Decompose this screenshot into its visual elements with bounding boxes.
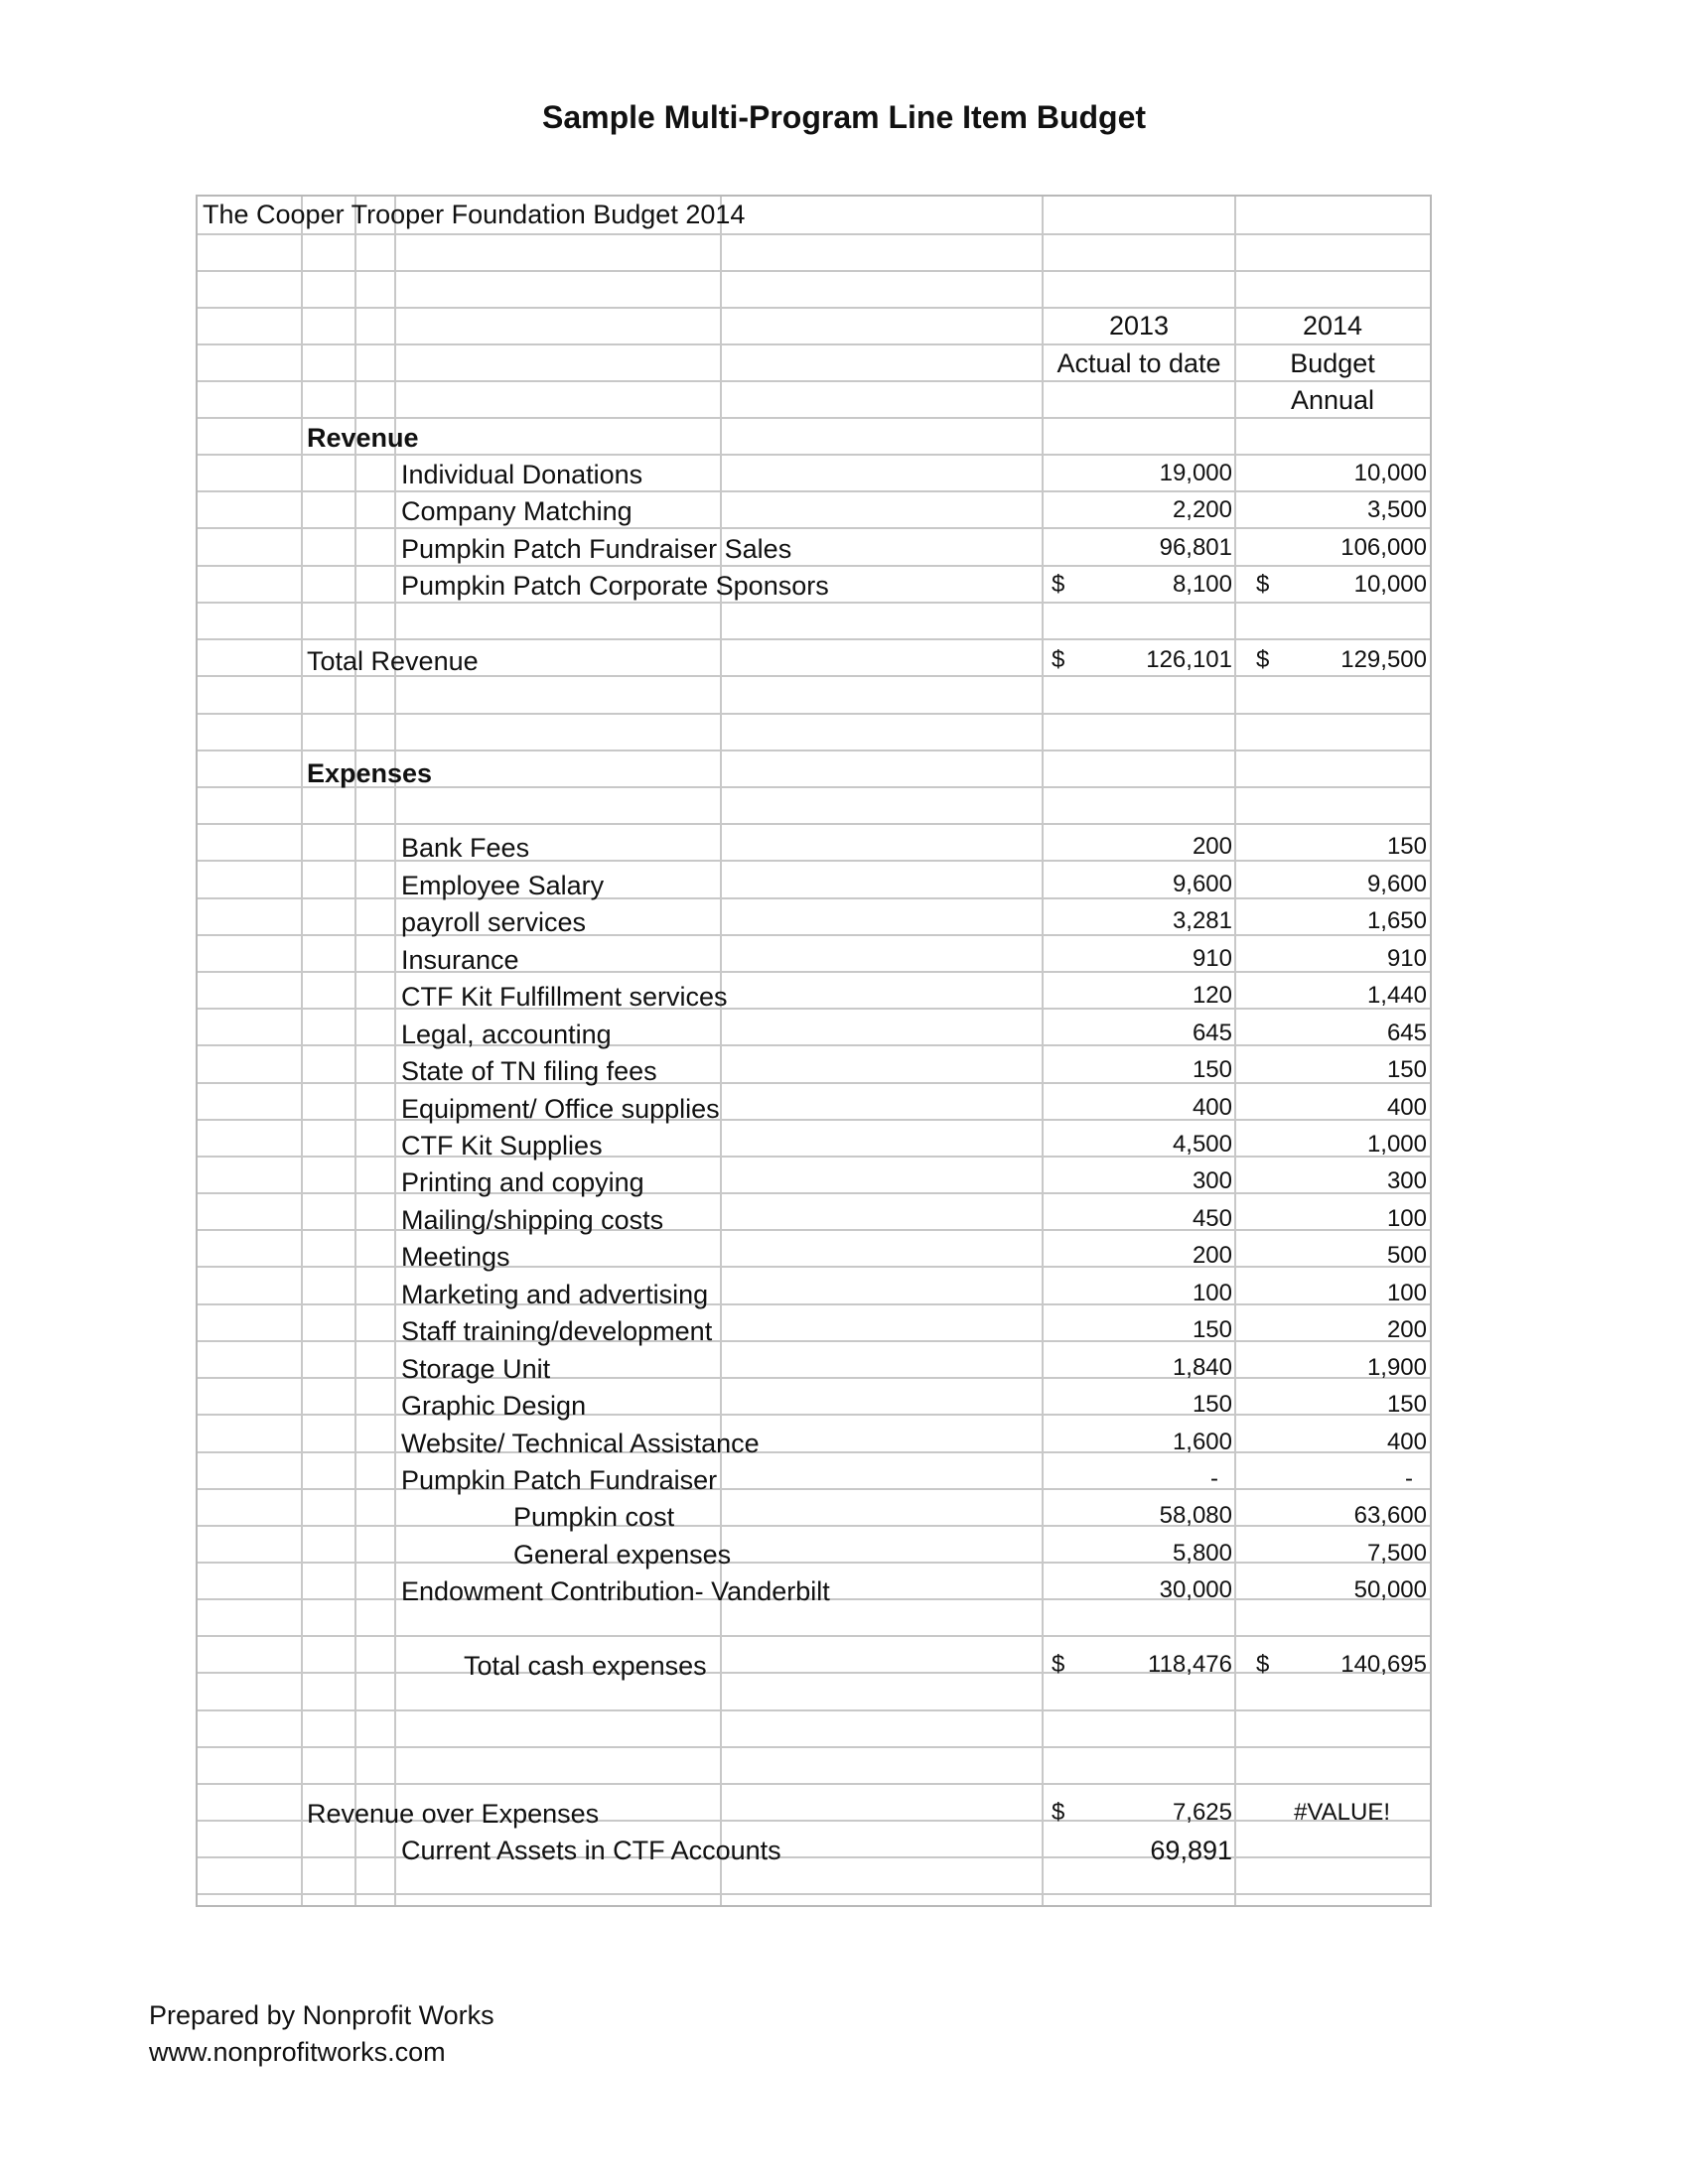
revenue-budget: 106,000 — [1340, 534, 1427, 561]
expense-actual: 1,840 — [1172, 1354, 1232, 1381]
expense-label: Equipment/ Office supplies — [401, 1094, 720, 1124]
expense-budget: 1,900 — [1366, 1354, 1427, 1381]
expense-budget: 1,440 — [1366, 982, 1427, 1009]
expense-budget: 63,600 — [1353, 1502, 1427, 1529]
expense-label: Legal, accounting — [401, 1020, 612, 1049]
expense-actual: 300 — [1192, 1167, 1232, 1194]
expense-actual: 100 — [1192, 1280, 1232, 1306]
revenue-actual: 19,000 — [1159, 460, 1232, 486]
expense-actual: 200 — [1192, 1242, 1232, 1269]
budget-spreadsheet — [196, 195, 1432, 1907]
revenue-label: Individual Donations — [401, 460, 643, 489]
expense-actual: 120 — [1192, 982, 1232, 1009]
expense-actual: 150 — [1192, 1316, 1232, 1343]
expense-actual: 200 — [1192, 833, 1232, 860]
expense-actual: 910 — [1192, 945, 1232, 972]
expense-budget: 645 — [1386, 1020, 1427, 1046]
expense-budget: 1,000 — [1366, 1131, 1427, 1158]
expense-label: Pumpkin cost — [513, 1502, 675, 1532]
total-expenses-actual: 118,476 — [1148, 1651, 1232, 1678]
expense-budget: 150 — [1386, 1391, 1427, 1418]
revenue-budget: 10,000 — [1353, 460, 1427, 486]
expense-budget: 400 — [1386, 1094, 1427, 1121]
revenue-actual: 2,200 — [1172, 496, 1232, 523]
revenue-budget: 3,500 — [1366, 496, 1427, 523]
expense-actual: 4,500 — [1172, 1131, 1232, 1158]
expense-budget: 300 — [1386, 1167, 1427, 1194]
expense-budget: 200 — [1386, 1316, 1427, 1343]
expense-actual: 150 — [1192, 1391, 1232, 1418]
sheet-title: The Cooper Trooper Foundation Budget 2014 — [203, 200, 746, 229]
expense-actual: 1,600 — [1172, 1429, 1232, 1455]
net-budget-error: #VALUE! — [1294, 1799, 1390, 1826]
revenue-heading: Revenue — [307, 423, 419, 453]
expense-actual: - — [1210, 1465, 1218, 1492]
col-2013-year: 2013 — [1108, 311, 1170, 341]
expense-budget: 100 — [1386, 1205, 1427, 1232]
expense-budget: - — [1405, 1465, 1413, 1492]
col-2013-subtitle: Actual to date — [1056, 348, 1221, 378]
col-2014-subtitle: Budget — [1290, 348, 1375, 378]
expense-label: Marketing and advertising — [401, 1280, 709, 1309]
expense-label: Pumpkin Patch Fundraiser — [401, 1465, 718, 1495]
expenses-heading: Expenses — [307, 758, 433, 788]
expense-label: General expenses — [513, 1540, 732, 1570]
expense-label: Printing and copying — [401, 1167, 644, 1197]
revenue-budget: 10,000 — [1353, 571, 1427, 598]
expense-actual: 58,080 — [1159, 1502, 1232, 1529]
expense-budget: 400 — [1386, 1429, 1427, 1455]
revenue-label: Company Matching — [401, 496, 633, 526]
expense-label: Meetings — [401, 1242, 510, 1272]
document-title: Sample Multi-Program Line Item Budget — [541, 99, 1147, 135]
expense-budget: 7,500 — [1366, 1540, 1427, 1567]
expense-budget: 1,650 — [1366, 907, 1427, 934]
total-expenses-label: Total cash expenses — [464, 1651, 707, 1681]
expense-label: Website/ Technical Assistance — [401, 1429, 760, 1458]
footer — [149, 1997, 494, 2071]
expense-actual: 9,600 — [1172, 871, 1232, 897]
col-2014-year: 2014 — [1302, 311, 1363, 341]
total-revenue-label: Total Revenue — [307, 646, 479, 676]
assets-label: Current Assets in CTF Accounts — [401, 1836, 781, 1865]
total-revenue-actual: 126,101 — [1146, 646, 1232, 673]
currency-symbol: $ — [1052, 1651, 1065, 1678]
expense-label: CTF Kit Supplies — [401, 1131, 603, 1160]
total-revenue-budget: 129,500 — [1340, 646, 1427, 673]
expense-budget: 9,600 — [1366, 871, 1427, 897]
expense-actual: 3,281 — [1172, 907, 1232, 934]
expense-label: Endowment Contribution- Vanderbilt — [401, 1576, 830, 1606]
expense-actual: 400 — [1192, 1094, 1232, 1121]
expense-actual: 150 — [1192, 1056, 1232, 1083]
currency-symbol: $ — [1256, 1651, 1270, 1678]
footer-prepared-by: Prepared by Nonprofit Works — [149, 2000, 494, 2030]
expense-label: Staff training/development — [401, 1316, 713, 1346]
expense-actual: 30,000 — [1159, 1576, 1232, 1603]
expense-label: Storage Unit — [401, 1354, 551, 1384]
revenue-label: Pumpkin Patch Fundraiser Sales — [401, 534, 792, 564]
total-expenses-budget: 140,695 — [1340, 1651, 1427, 1678]
expense-budget: 500 — [1386, 1242, 1427, 1269]
currency-symbol: $ — [1052, 646, 1065, 673]
expense-label: State of TN filing fees — [401, 1056, 657, 1086]
expense-budget: 50,000 — [1353, 1576, 1427, 1603]
expense-actual: 645 — [1192, 1020, 1232, 1046]
revenue-actual: 8,100 — [1172, 571, 1232, 598]
assets-actual: 69,891 — [1150, 1836, 1232, 1865]
expense-label: CTF Kit Fulfillment services — [401, 982, 728, 1012]
expense-budget: 100 — [1386, 1280, 1427, 1306]
expense-budget: 150 — [1386, 1056, 1427, 1083]
expense-label: Insurance — [401, 945, 519, 975]
net-label: Revenue over Expenses — [307, 1799, 600, 1829]
currency-symbol: $ — [1052, 571, 1065, 598]
currency-symbol: $ — [1052, 1799, 1065, 1826]
expense-label: Mailing/shipping costs — [401, 1205, 664, 1235]
revenue-actual: 96,801 — [1159, 534, 1232, 561]
currency-symbol: $ — [1256, 571, 1270, 598]
expense-label: Graphic Design — [401, 1391, 587, 1421]
expense-budget: 150 — [1386, 833, 1427, 860]
net-actual: 7,625 — [1172, 1799, 1232, 1826]
col-2014-annual: Annual — [1290, 385, 1375, 415]
currency-symbol: $ — [1256, 646, 1270, 673]
expense-label: payroll services — [401, 907, 587, 937]
expense-label: Bank Fees — [401, 833, 530, 863]
expense-budget: 910 — [1386, 945, 1427, 972]
expense-label: Employee Salary — [401, 871, 605, 900]
expense-actual: 450 — [1192, 1205, 1232, 1232]
expense-actual: 5,800 — [1172, 1540, 1232, 1567]
revenue-label: Pumpkin Patch Corporate Sponsors — [401, 571, 829, 601]
footer-website: www.nonprofitworks.com — [149, 2037, 446, 2067]
